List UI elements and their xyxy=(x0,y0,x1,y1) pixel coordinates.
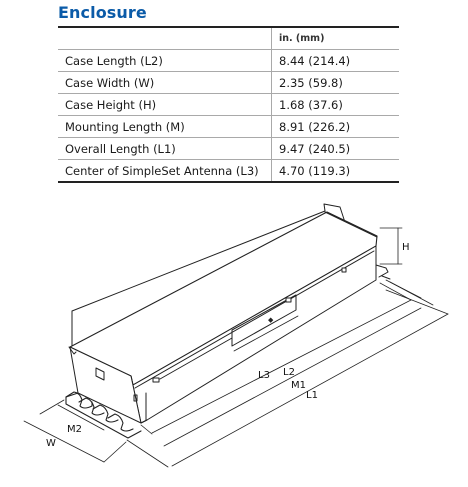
dim-label-l2: L2 xyxy=(283,367,295,378)
table-row xyxy=(58,72,399,94)
row-label: Center of SimpleSet Antenna (L3) xyxy=(58,160,272,183)
dim-label-h: H xyxy=(402,242,410,253)
table-row xyxy=(58,160,399,183)
enclosure-drawing xyxy=(0,190,468,485)
enclosure-box xyxy=(69,204,377,423)
table-row xyxy=(58,116,399,138)
vent-slot xyxy=(342,268,346,272)
row-value: 8.91 (226.2) xyxy=(272,116,400,138)
dim-label-w: W xyxy=(46,438,56,449)
row-label: Case Height (H) xyxy=(58,94,272,116)
vent-slot xyxy=(153,378,159,382)
dim-label-l1: L1 xyxy=(306,390,318,401)
table-row xyxy=(58,50,399,72)
brand-logo: ◆ xyxy=(268,316,274,324)
table-header-blank xyxy=(58,27,272,50)
row-value: 1.68 (37.6) xyxy=(272,94,400,116)
table-header-row xyxy=(58,27,399,50)
row-value: 8.44 (214.4) xyxy=(272,50,400,72)
vent-slot xyxy=(286,298,291,302)
unit-header: in. (mm) xyxy=(272,27,400,50)
table-row xyxy=(58,94,399,116)
row-label: Case Width (W) xyxy=(58,72,272,94)
right-mounting-tab xyxy=(376,265,390,279)
row-value: 9.47 (240.5) xyxy=(272,138,400,160)
dim-label-l3: L3 xyxy=(258,370,270,381)
section-title: Enclosure xyxy=(58,3,147,22)
dimensions-table xyxy=(58,26,399,183)
row-value: 2.35 (59.8) xyxy=(272,72,400,94)
row-label: Overall Length (L1) xyxy=(58,138,272,160)
row-label: Mounting Length (M) xyxy=(58,116,272,138)
row-value: 4.70 (119.3) xyxy=(272,160,400,183)
row-label: Case Length (L2) xyxy=(58,50,272,72)
dim-label-m1: M1 xyxy=(291,380,306,391)
dim-label-m2: M2 xyxy=(67,424,82,435)
table-row xyxy=(58,138,399,160)
